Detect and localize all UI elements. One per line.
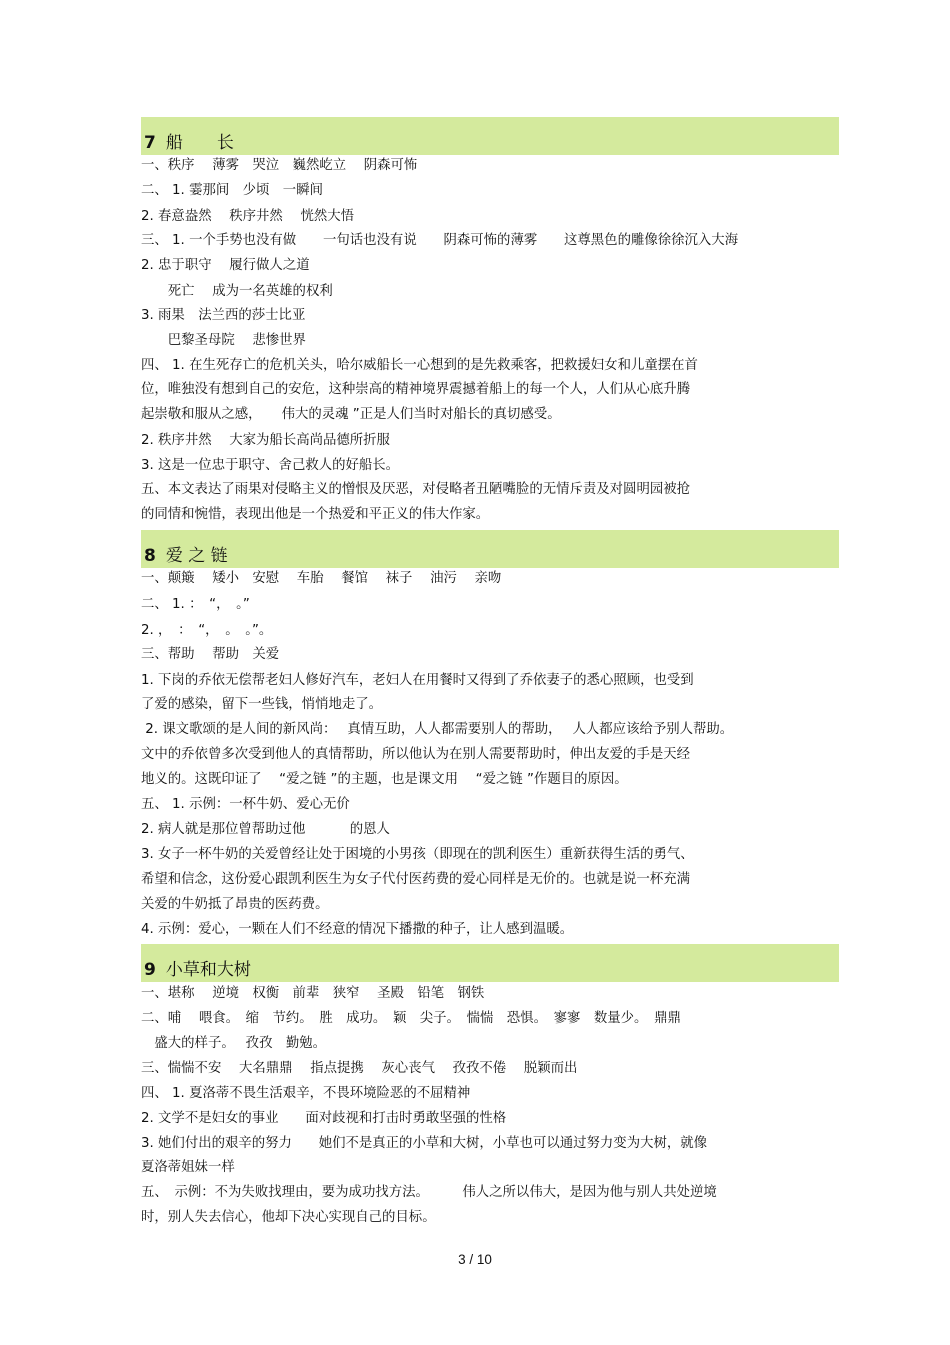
- section-number: 7: [144, 133, 156, 153]
- text-line: 了爱的感染，留下一些钱，悄悄地走了。: [141, 697, 383, 712]
- page-number: 3 / 10: [458, 1252, 492, 1267]
- text-line: 2. 文学不是妇女的事业 面对歧视和打击时勇敢坚强的性格: [141, 1111, 507, 1126]
- section-title: 小草和大树: [165, 960, 251, 980]
- text-line: 夏洛蒂姐妹一样: [141, 1160, 235, 1175]
- text-line: 1. 下岗的乔依无偿帮老妇人修好汽车，老妇人在用餐时又得到了乔依妻子的悉心照顾，也受到: [141, 673, 694, 688]
- text-line: 五、本文表达了雨果对侵略主义的憎恨及厌恶，对侵略者丑陋嘴脸的无情斥责及对圆明园被抢: [141, 482, 691, 497]
- text-line: 时，别人失去信心，他却下决心实现自己的目标。: [141, 1210, 436, 1225]
- text-line: 三、帮助 帮助 关爱: [141, 647, 280, 662]
- text-line: 2. 秩序井然 大家为船长高尚品德所折服: [141, 433, 390, 448]
- text-line: 文中的乔依曾多次受到他人的真情帮助，所以他认为在别人需要帮助时，伸出友爱的手是天经: [141, 747, 691, 762]
- text-line: 盛大的样子。 孜孜 勤勉。: [141, 1036, 327, 1051]
- text-line: 3. 她们付出的艰辛的努力 她们不是真正的小草和大树，小草也可以通过努力变为大树，就像: [141, 1136, 708, 1151]
- text-line: 关爱的牛奶抵了昂贵的医药费。: [141, 897, 329, 912]
- text-line: 四、 1. 在生死存亡的危机关头，哈尔威船长一心想到的是先救乘客，把救援妇女和儿童摆在首: [141, 358, 698, 373]
- text-line: 起崇敬和服从之感， 伟大的灵魂 ”正是人们当时对船长的真切感受。: [141, 407, 561, 422]
- section-header-9: [141, 944, 839, 982]
- text-line: 希望和信念，这份爱心跟凯利医生为女子代付医药费的爱心同样是无价的。也就是说一杯充满: [141, 872, 691, 887]
- text-line: 2. ， ： “， 。 。”。: [141, 623, 273, 638]
- text-line: 三、惴惴不安 大名鼎鼎 指点提携 灰心丧气 孜孜不倦 脱颖而出: [141, 1061, 578, 1076]
- text-line: 五、 示例：不为失败找理由，要为成功找方法。 伟人之所以伟大，是因为他与别人共处逆境: [141, 1185, 717, 1200]
- text-line: 巴黎圣母院 悲惨世界: [141, 333, 306, 348]
- text-line: 3. 这是一位忠于职守、舍己救人的好船长。: [141, 458, 400, 473]
- section-header-8: [141, 530, 839, 568]
- text-line: 四、 1. 夏洛蒂不畏生活艰辛，不畏环境险恶的不屈精神: [141, 1086, 471, 1101]
- text-line: 二、 1. ： “， 。”: [141, 597, 250, 612]
- text-line: 2. 课文歌颂的是人间的新风尚： 真情互助，人人都需要别人的帮助， 人人都应该给予别人帮助。: [141, 722, 734, 737]
- text-line: 位，唯独没有想到自己的安危，这种崇高的精神境界震撼着船上的每一个人，人们从心底升腾: [141, 382, 691, 397]
- section-title: 船 长: [165, 133, 234, 153]
- text-line: 五、 1. 示例：一杯牛奶、爱心无价: [141, 797, 350, 812]
- section-number: 8: [144, 546, 156, 566]
- text-line: 2. 春意盎然 秩序井然 恍然大悟: [141, 209, 355, 224]
- text-line: 地义的。这既印证了 “爱之链 ”的主题，也是课文用 “爱之链 ”作题目的原因。: [141, 772, 628, 787]
- text-line: 一、颠簸 矮小 安慰 车胎 餐馆 袜子 油污 亲吻: [141, 571, 502, 586]
- text-line: 一、秩序 薄雾 哭泣 巍然屹立 阴森可怖: [141, 158, 418, 173]
- text-line: 三、 1. 一个手势也没有做 一句话也没有说 阴森可怖的薄雾 这尊黑色的雕像徐徐沉入大海: [141, 233, 739, 248]
- section-title: 爱 之 链: [165, 546, 228, 566]
- text-line: 的同情和惋惜，表现出他是一个热爱和平正义的伟大作家。: [141, 507, 490, 522]
- text-line: 二、 1. 霎那间 少顷 一瞬间: [141, 183, 323, 198]
- text-line: 2. 忠于职守 履行做人之道: [141, 258, 310, 273]
- text-line: 死亡 成为一名英雄的权利: [141, 284, 333, 299]
- text-line: 一、堪称 逆境 权衡 前辈 狭窄 圣殿 铅笔 钢铁: [141, 986, 485, 1001]
- section-header-7: [141, 117, 839, 155]
- text-line: 3. 雨果 法兰西的莎士比亚: [141, 308, 306, 323]
- text-line: 二、哺 喂食。 缩 节约。 胜 成功。 颖 尖子。 惴惴 恐惧。 寥寥 数量少。 鼎鼎: [141, 1011, 681, 1026]
- text-line: 2. 病人就是那位曾帮助过他 的恩人: [141, 822, 390, 837]
- text-line: 3. 女子一杯牛奶的关爱曾经让处于困境的小男孩（即现在的凯利医生）重新获得生活的勇气、: [141, 847, 694, 862]
- text-line: 4. 示例：爱心，一颗在人们不经意的情况下播撒的种子，让人感到温暖。: [141, 922, 574, 937]
- section-number: 9: [144, 960, 156, 980]
